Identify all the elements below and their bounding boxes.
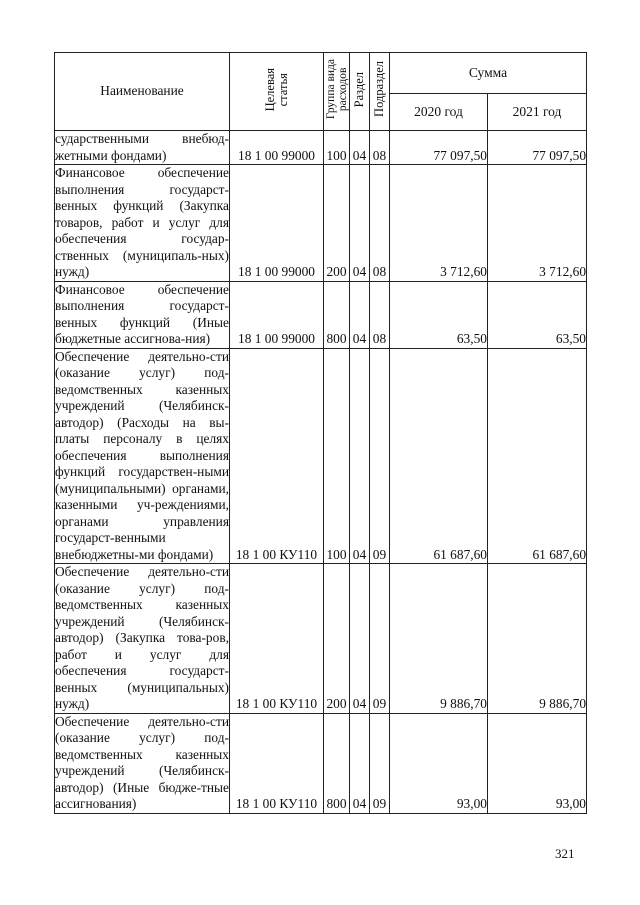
row-section: 04	[350, 348, 370, 564]
row-sum-2021: 63,50	[488, 281, 587, 348]
table-row	[55, 564, 587, 714]
row-name: сударственными внебюд-жетными фондами)	[55, 131, 229, 163]
row-name: Обеспечение деятельно-сти (оказание услуг) под-ведомственных казенных учреждений (Челябинск-автодор) (Закупка това-ров, работ и услуг для обеспечения государст-венных (муниципальных) нужд)	[55, 564, 229, 711]
row-sum-2020: 9 886,70	[390, 564, 488, 714]
row-expense-group: 200	[324, 564, 350, 714]
row-name: Обеспечение деятельно-сти (оказание услуг) под-ведомственных казенных учреждений (Челябинск-автодор) (Расходы на вы-платы персоналу в целях обеспечения выполнения функций государствен-ными (муниципальными) органами, казенными уч-реждениями, органами управления государст-венными внебюджетны-ми фондами)	[55, 348, 229, 562]
table-row	[55, 348, 587, 564]
row-target-article: 18 1 00 99000	[230, 131, 324, 165]
header-expense-group	[324, 53, 350, 131]
row-target-article: 18 1 00 99000	[230, 165, 324, 282]
table-row	[55, 713, 587, 813]
row-sum-2021: 9 886,70	[488, 564, 587, 714]
row-name: Финансовое обеспечение выполнения государст-венных функций (Иные бюджетные ассигнова-ния)	[55, 281, 229, 346]
row-target-article: 18 1 00 КУ110	[230, 348, 324, 564]
budget-table	[54, 52, 587, 814]
row-sum-2020: 3 712,60	[390, 165, 488, 282]
table-row	[55, 165, 587, 282]
header-sum: Сумма	[390, 53, 587, 94]
table-row	[55, 131, 587, 165]
header-subsection	[370, 53, 390, 131]
row-target-article: 18 1 00 КУ110	[230, 564, 324, 714]
header-target-article-label: Целевая статья	[262, 67, 290, 111]
row-subsection: 08	[370, 165, 390, 282]
row-section: 04	[350, 564, 370, 714]
row-sum-2021: 61 687,60	[488, 348, 587, 564]
row-expense-group: 200	[324, 165, 350, 282]
row-sum-2020: 61 687,60	[390, 348, 488, 564]
row-name: Обеспечение деятельно-сти (оказание услуг) под-ведомственных казенных учреждений (Челябинск-автодор) (Иные бюдже-тные ассигнования)	[55, 713, 229, 811]
header-row	[55, 53, 587, 94]
header-section-label: Раздел	[352, 71, 366, 107]
page-number: 321	[555, 846, 575, 861]
row-subsection: 09	[370, 713, 390, 813]
row-sum-2020: 63,50	[390, 281, 488, 348]
row-expense-group: 800	[324, 281, 350, 348]
row-section: 04	[350, 165, 370, 282]
header-year-2021: 2021 год	[488, 94, 587, 131]
row-expense-group: 800	[324, 713, 350, 813]
row-expense-group: 100	[324, 348, 350, 564]
row-sum-2021: 3 712,60	[488, 165, 587, 282]
row-sum-2021: 93,00	[488, 713, 587, 813]
row-sum-2021: 77 097,50	[488, 131, 587, 165]
header-year-2020: 2020 год	[390, 94, 488, 131]
row-subsection: 08	[370, 281, 390, 348]
header-name: Наименование	[55, 53, 230, 131]
row-subsection: 08	[370, 131, 390, 165]
row-subsection: 09	[370, 564, 390, 714]
row-target-article: 18 1 00 99000	[230, 281, 324, 348]
row-name: Финансовое обеспечение выполнения государст-венных функций (Закупка товаров, работ и услуг для обеспечения государ-ственных (муниципаль-ных) нужд)	[55, 165, 229, 279]
table-row	[55, 281, 587, 348]
row-target-article: 18 1 00 КУ110	[230, 713, 324, 813]
row-section: 04	[350, 131, 370, 165]
header-subsection-label: Подраздел	[372, 61, 386, 118]
row-expense-group: 100	[324, 131, 350, 165]
row-subsection: 09	[370, 348, 390, 564]
header-expense-group-label: Группа вида расходов	[324, 59, 349, 120]
row-section: 04	[350, 713, 370, 813]
row-sum-2020: 77 097,50	[390, 131, 488, 165]
row-sum-2020: 93,00	[390, 713, 488, 813]
header-target-article	[230, 53, 324, 131]
row-section: 04	[350, 281, 370, 348]
header-section	[350, 53, 370, 131]
